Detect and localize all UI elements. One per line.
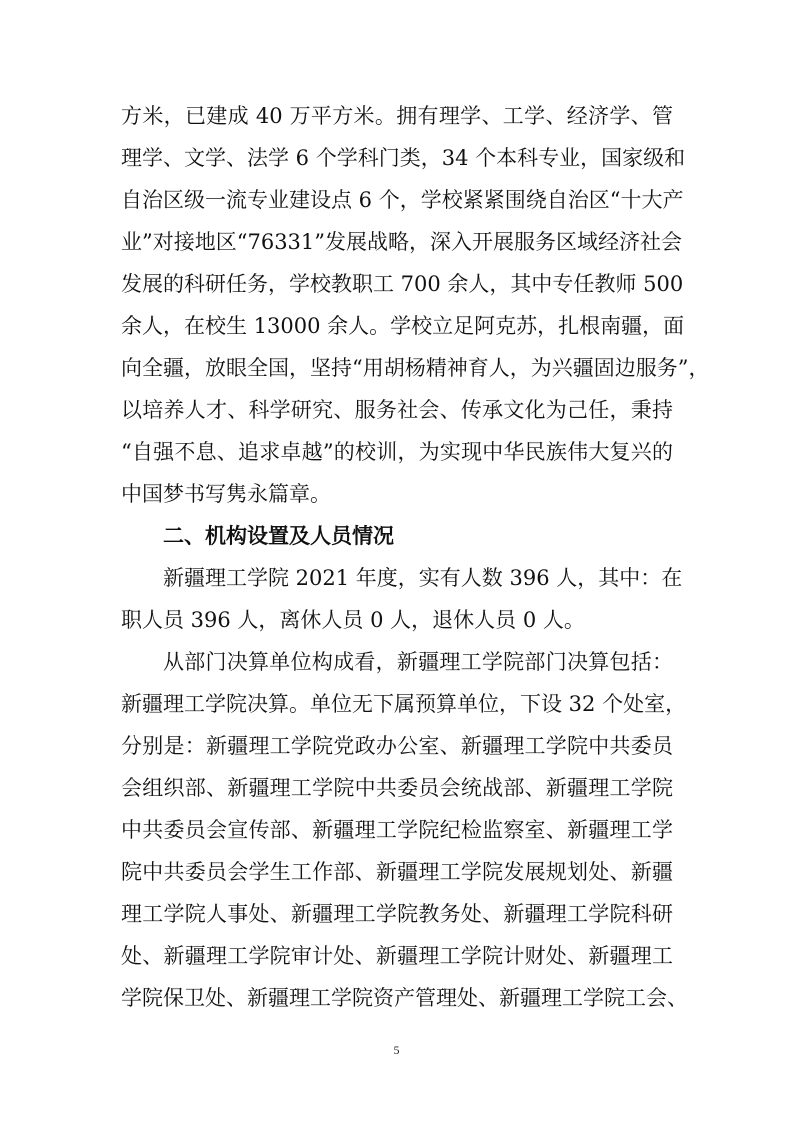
paragraph-line: 新疆理工学院 2021 年度，实有人数 396 人，其中：在 [163,566,683,590]
page-number: 5 [393,1043,400,1057]
paragraph-line: 发展的科研任务，学校教职工 700 余人，其中专任教师 500 [121,272,684,296]
paragraph-line: 理工学院人事处、新疆理工学院教务处、新疆理工学院科研 [121,902,673,926]
section-heading: 二、机构设置及人员情况 [163,524,394,548]
paragraph-line: 院中共委员会学生工作部、新疆理工学院发展规划处、新疆 [121,860,673,884]
paragraph-line: 理学、文学、法学 6 个学科门类，34 个本科专业，国家级和 [121,146,686,170]
paragraph-line: 以培养人才、科学研究、服务社会、传承文化为己任，秉持 [121,398,673,422]
paragraph-line: 职人员 396 人，离休人员 0 人，退休人员 0 人。 [121,608,585,632]
paragraph-line: 中国梦书写隽永篇章。 [121,482,331,506]
paragraph-line: 中共委员会宣传部、新疆理工学院纪检监察室、新疆理工学 [121,818,673,842]
paragraph-line: 处、新疆理工学院审计处、新疆理工学院计财处、新疆理工 [121,944,673,968]
paragraph-line: 新疆理工学院决算。单位无下属预算单位，下设 32 个处室， [121,692,687,716]
paragraph-line: 自治区级一流专业建设点 6 个，学校紧紧围绕自治区“十大产 [121,188,684,212]
paragraph-line: 方米，已建成 40 万平方米。拥有理学、工学、经济学、管 [121,104,673,128]
paragraph-line: 会组织部、新疆理工学院中共委员会统战部、新疆理工学院 [121,776,673,800]
paragraph-line: 从部门决算单位构成看，新疆理工学院部门决算包括： [163,650,673,674]
paragraph-line: 分别是：新疆理工学院党政办公室、新疆理工学院中共委员 [121,734,673,758]
paragraph-line: “自强不息、追求卓越”的校训，为实现中华民族伟大复兴的 [121,440,673,464]
paragraph-line: 余人，在校生 13000 余人。学校立足阿克苏，扎根南疆，面 [121,314,685,338]
paragraph-line: 向全疆，放眼全国，坚持“用胡杨精神育人，为兴疆固边服务”， [121,356,710,380]
paragraph-line: 学院保卫处、新疆理工学院资产管理处、新疆理工学院工会、 [121,986,688,1010]
paragraph-line: 业”对接地区“76331”发展战略，深入开展服务区域经济社会 [121,230,683,254]
